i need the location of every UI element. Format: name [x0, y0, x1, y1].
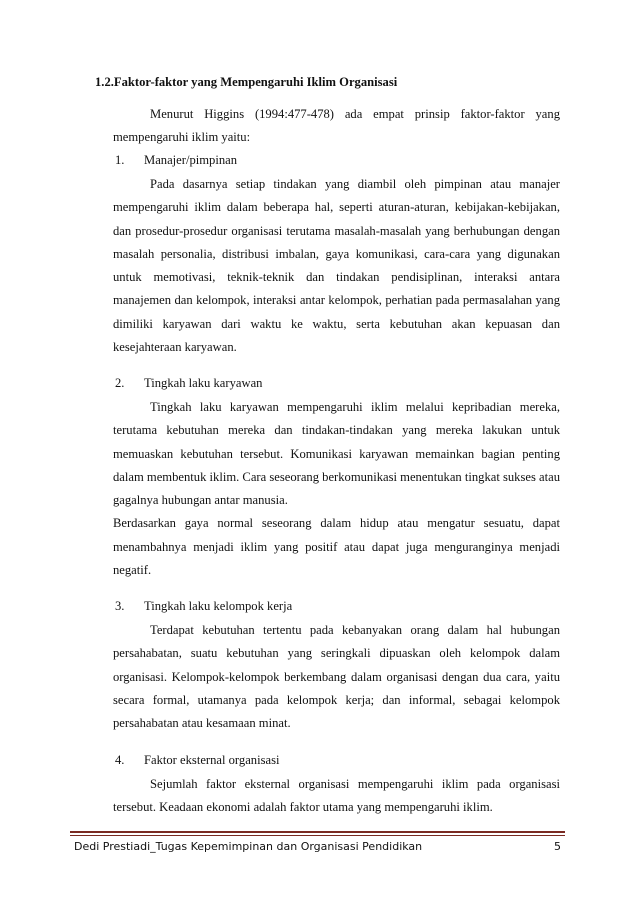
list-item-2-number: 2.: [115, 376, 125, 390]
list-item-1-title: Manajer/pimpinan: [144, 153, 238, 167]
list-item-2-paragraph-1: Tingkah laku karyawan mempengaruhi iklim melalui kepribadian mereka, terutama kebutuhan mereka dan tindakan-tindakan yang mereka lakukan untuk memuaskan kebutuhan tersebut. Komunikasi karyawan memainkan bagian penting dalam membentuk iklim. Cara seseorang berkomunikasi menentukan tingkat sukses atau gagalnya hubungan antar manusia.: [113, 400, 560, 508]
list-item-2-header: [115, 376, 262, 391]
list-item-3-header: [115, 599, 292, 614]
footer-author-title: Dedi Prestiadi_Tugas Kepemimpinan dan Organisasi Pendidikan: [74, 840, 423, 853]
list-item-4-header: [115, 753, 279, 768]
list-item-2-paragraph-2: Berdasarkan gaya normal seseorang dalam hidup atau mengatur sesuatu, dapat menambahnya menjadi iklim yang positif atau dapat juga menguranginya menjadi negatif.: [113, 516, 560, 578]
list-item-2-title: Tingkah laku karyawan: [144, 376, 263, 390]
page-number: 5: [554, 840, 561, 853]
list-item-4-number: 4.: [115, 753, 125, 767]
intro-text: Menurut Higgins (1994:477-478) ada empat prinsip faktor-faktor yang mempengaruhi iklim yaitu:: [113, 107, 560, 145]
list-item-3-paragraph-1: Terdapat kebutuhan tertentu pada kebanyakan orang dalam hal hubungan persahabatan, suatu kebutuhan yang seringkali dipuaskan oleh kelompok dalam organisasi. Kelompok-kelompok berkembang dalam organisasi dengan dua cara, yaitu secara formal, utamanya pada kelompok kerja; dan informal, sebagai kelompok persahabatan atau kesamaan minat.: [113, 623, 560, 731]
list-item-4-title: Faktor eksternal organisasi: [144, 753, 280, 767]
footer-divider-thin: [70, 835, 565, 836]
list-item-3-body: [113, 619, 560, 735]
section-heading: 1.2.Faktor-faktor yang Mempengaruhi Iklim Organisasi: [95, 75, 398, 89]
list-item-3-number: 3.: [115, 599, 125, 613]
list-item-1-header: [115, 153, 237, 168]
list-item-4-paragraph-1: Sejumlah faktor eksternal organisasi mempengaruhi iklim pada organisasi tersebut. Keadaan ekonomi adalah faktor utama yang mempengaruhi iklim.: [113, 777, 560, 815]
list-item-4-body: [113, 773, 560, 820]
list-item-1-paragraph-1: Pada dasarnya setiap tindakan yang diambil oleh pimpinan atau manajer mempengaruhi iklim dalam beberapa hal, seperti aturan-aturan, kebijakan-kebijakan, dan prosedur-prosedur organisasi terutama masalah-masalah yang berhubungan dengan masalah personalia, distribusi imbalan, gaya komunikasi, cara-cara yang digunakan untuk memotivasi, teknik-teknik dan tindakan pendisiplinan, interaksi antara manajemen dan kelompok, interaksi antar kelompok, perhatian pada permasalahan yang dimiliki karyawan dari waktu ke waktu, serta kebutuhan akan kepuasan dan kesejahteraan karyawan.: [113, 177, 560, 355]
list-item-2-body: [113, 396, 560, 582]
footer-divider: [70, 831, 565, 833]
list-item-1-number: 1.: [115, 153, 125, 167]
intro-paragraph: [113, 103, 560, 150]
list-item-1-body: [113, 173, 560, 359]
list-item-3-title: Tingkah laku kelompok kerja: [144, 599, 293, 613]
